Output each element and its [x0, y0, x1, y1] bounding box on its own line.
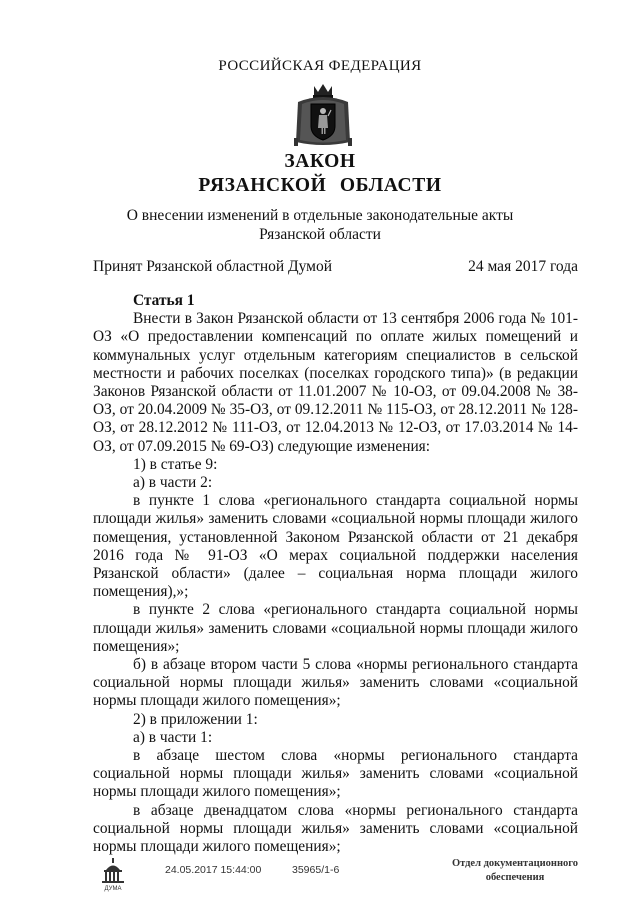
- adoption-line: [93, 258, 578, 276]
- law-subtitle-line2: Рязанской области: [259, 226, 381, 243]
- footer-department-line1: Отдел документационного: [451, 858, 579, 869]
- law-subtitle: [0, 206, 640, 244]
- article-paragraph: в пункте 2 слова «регионального стандарта социальной нормы площади жилья» заменить словами «социальной нормы площади жилого помещения»;: [93, 601, 578, 655]
- law-title-line2: РЯЗАНСКОЙ ОБЛАСТИ: [198, 175, 442, 196]
- article-paragraph: б) в абзаце втором части 5 слова «нормы регионального стандарта социальной нормы площади жилья» заменить словами «социальной нормы площади жилого помещения»;: [93, 656, 578, 710]
- adoption-date: 24 мая 2017 года: [468, 258, 578, 275]
- regional-duma-building-icon: [100, 858, 126, 892]
- footer-department: [430, 857, 600, 885]
- article-paragraph: в абзаце шестом слова «нормы регионального стандарта социальной нормы площади жилья» заменить словами «социальной нормы площади жилого помещения»;: [93, 747, 578, 801]
- footer-timestamp: 24.05.2017 15:44:00: [165, 864, 262, 876]
- article-paragraph: 2) в приложении 1:: [133, 710, 258, 728]
- footer-department-line2: обеспечения: [485, 872, 545, 883]
- article-paragraph: а) в части 2:: [133, 474, 213, 492]
- law-subtitle-line1: О внесении изменений в отдельные законодательные акты: [126, 207, 514, 224]
- article-paragraph: а) в части 1:: [133, 728, 213, 746]
- ryazan-coat-of-arms-icon: [292, 82, 354, 148]
- article-paragraph: в абзаце двенадцатом слова «нормы регионального стандарта социальной нормы площади жилья» заменить словами «социальной нормы площади жилого помещения»;: [93, 801, 578, 856]
- country-heading: РОССИЙСКАЯ ФЕДЕРАЦИЯ: [218, 58, 422, 74]
- article-body: [93, 292, 578, 856]
- law-title: [0, 150, 640, 198]
- article-paragraph: в пункте 1 слова «регионального стандарта социальной нормы площади жилья» заменить словами «социальной нормы площади жилого помещения, установленной Законом Рязанской области от 21 декабря 2016 года № 91-ОЗ «О мерах социальной поддержки населения Рязанской области» (далее – социальная норма площади жилого помещения),»;: [93, 492, 578, 601]
- article-paragraph: Внести в Закон Рязанской области от 13 сентября 2006 года № 101-ОЗ «О предоставлении компенсаций по оплате жилых помещений и коммунальных услуг отдельным категориям специалистов в сельской местности и рабочих поселках (поселках городского типа)» (в редакции Законов Рязанской области от 11.01.2007 № 10-ОЗ, от 09.04.2008 № 38-ОЗ, от 20.04.2009 № 35-ОЗ, от 09.12.2011 № 115-ОЗ, от 28.12.2011 № 128-ОЗ, от 28.12.2012 № 111-ОЗ, от 12.04.2013 № 12-ОЗ, от 17.03.2014 № 14-ОЗ, от 07.09.2015 № 69-ОЗ) следующие изменения:: [93, 310, 578, 455]
- svg-text:ДУМА: ДУМА: [104, 886, 122, 892]
- adopted-by: Принят Рязанской областной Думой: [93, 258, 333, 275]
- article-heading: Статья 1: [133, 292, 195, 309]
- article-paragraph: 1) в статье 9:: [133, 455, 218, 473]
- law-title-line1: ЗАКОН: [284, 151, 356, 172]
- footer-document-id: 35965/1-6: [292, 864, 340, 876]
